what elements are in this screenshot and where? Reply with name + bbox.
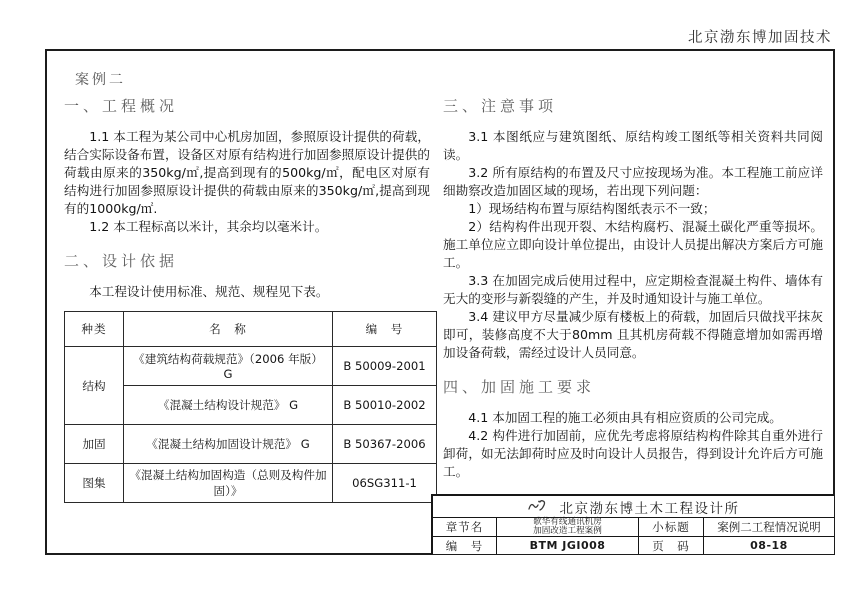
table-cell-name: 《混凝土结构加固构造（总则及构件加固）》	[124, 464, 333, 503]
section2-title: 二、设计依据	[64, 252, 179, 270]
table-row	[65, 425, 437, 464]
number-value: BTM JGI008	[497, 537, 639, 554]
section1-title: 一、工程概况	[64, 97, 179, 115]
table-cell-name: 《混凝土结构加固设计规范》 G	[124, 425, 333, 464]
section3-item-2: 2）结构构件出现开裂、木结构腐朽、混凝土碳化严重等损坏。施工单位应立即向设计单位提出，由设计人员提出解决方案后方可施工。	[443, 219, 823, 270]
table-header-number: 编 号	[333, 312, 437, 347]
chapter-name-value	[497, 518, 639, 537]
subtitle-value: 案例二工程情况说明	[704, 518, 834, 537]
chapter-name-line1: 歌华有线通讯机房	[533, 517, 602, 527]
page-number-label: 页 码	[639, 537, 704, 554]
number-label: 编 号	[433, 537, 497, 554]
table-cell-category: 图集	[65, 464, 124, 503]
table-header-row	[65, 312, 437, 347]
table-row	[65, 347, 437, 386]
section3-paragraph-3-4: 3.4 建议甲方尽量减少原有楼板上的荷载，加固后只做找平抹灰即可，装修高度不大于80mm 且其机房荷载不得随意增加如需再增加设备荷载，需经过设计人员同意。	[443, 309, 823, 360]
table-header-category: 种类	[65, 312, 124, 347]
left-column	[64, 95, 430, 503]
section2-intro: 本工程设计使用标准、规范、规程见下表。	[89, 284, 329, 299]
title-block-institute-row	[433, 496, 834, 518]
section1-paragraph-1-1: 1.1 本工程为某公司中心机房加固，参照原设计提供的荷载，结合实际设备布置，设备区对原有结构进行加固参照原设计提供的荷载由原来的350kg/㎡,提高到现有的500kg/㎡，配电区对原有结构进行加固参照原设计提供的荷载由原来的350kg/㎡,提高到现有的1000kg/㎡.	[64, 129, 430, 216]
section1-paragraph-1-2: 1.2 本工程标高以米计，其余均以毫米计。	[89, 219, 328, 234]
section3-paragraph-3-2: 3.2 所有原结构的布置及尺寸应按现场为准。本工程施工前应详细勘察改造加固区域的现场，若出现下列问题：	[443, 165, 823, 198]
table-cell-name: 《混凝土结构设计规范》 G	[124, 386, 333, 425]
table-cell-name: 《建筑结构荷载规范》（2006 年版） G	[124, 347, 333, 386]
table-header-name: 名 称	[124, 312, 333, 347]
page-number-value: 08-18	[750, 539, 788, 552]
table-cell-category: 加固	[65, 425, 124, 464]
section3-paragraph-3-1: 3.1 本图纸应与建筑图纸、原结构竣工图纸等相关资料共同阅读。	[443, 129, 823, 162]
table-cell-number: B 50009-2001	[333, 347, 437, 386]
subtitle-label: 小标题	[639, 518, 704, 537]
chapter-name-label: 章节名	[433, 518, 497, 537]
table-row	[65, 464, 437, 503]
case-title: 案例二	[75, 72, 126, 88]
drawing-frame	[45, 49, 835, 555]
section3-paragraph-3-3: 3.3 在加固完成后使用过程中，应定期检查混凝土构件、墙体有无大的变形与新裂缝的产生，并及时通知设计与施工单位。	[443, 273, 823, 306]
standards-table	[64, 311, 437, 503]
title-block-grid	[433, 518, 834, 554]
section3-title: 三、注意事项	[443, 97, 558, 115]
section4-paragraph-4-2: 4.2 构件进行加固前，应优先考虑将原结构构件除其自重外进行卸荷，如无法卸荷时应及时向设计人员报告，得到设计允许后方可施工。	[443, 428, 823, 479]
design-institute-name: 北京渤东博土木工程设计所	[559, 500, 740, 517]
table-cell-number: 06SG311-1	[333, 464, 437, 503]
page-header-company: 北京渤东博加固技术	[688, 30, 832, 46]
table-cell-number: B 50367-2006	[333, 425, 437, 464]
right-column	[443, 95, 823, 481]
chapter-name-line2: 加固改造工程案例	[533, 526, 602, 536]
section4-paragraph-4-1: 4.1 本加固工程的施工必须由具有相应资质的公司完成。	[468, 410, 782, 425]
table-cell-number: B 50010-2002	[333, 386, 437, 425]
design-institute-logo-icon	[528, 497, 552, 516]
section4-title: 四、加固施工要求	[443, 378, 596, 396]
table-cell-category: 结构	[65, 347, 124, 425]
section3-item-1: 1）现场结构布置与原结构图纸表示不一致；	[468, 201, 716, 216]
title-block	[431, 494, 834, 554]
